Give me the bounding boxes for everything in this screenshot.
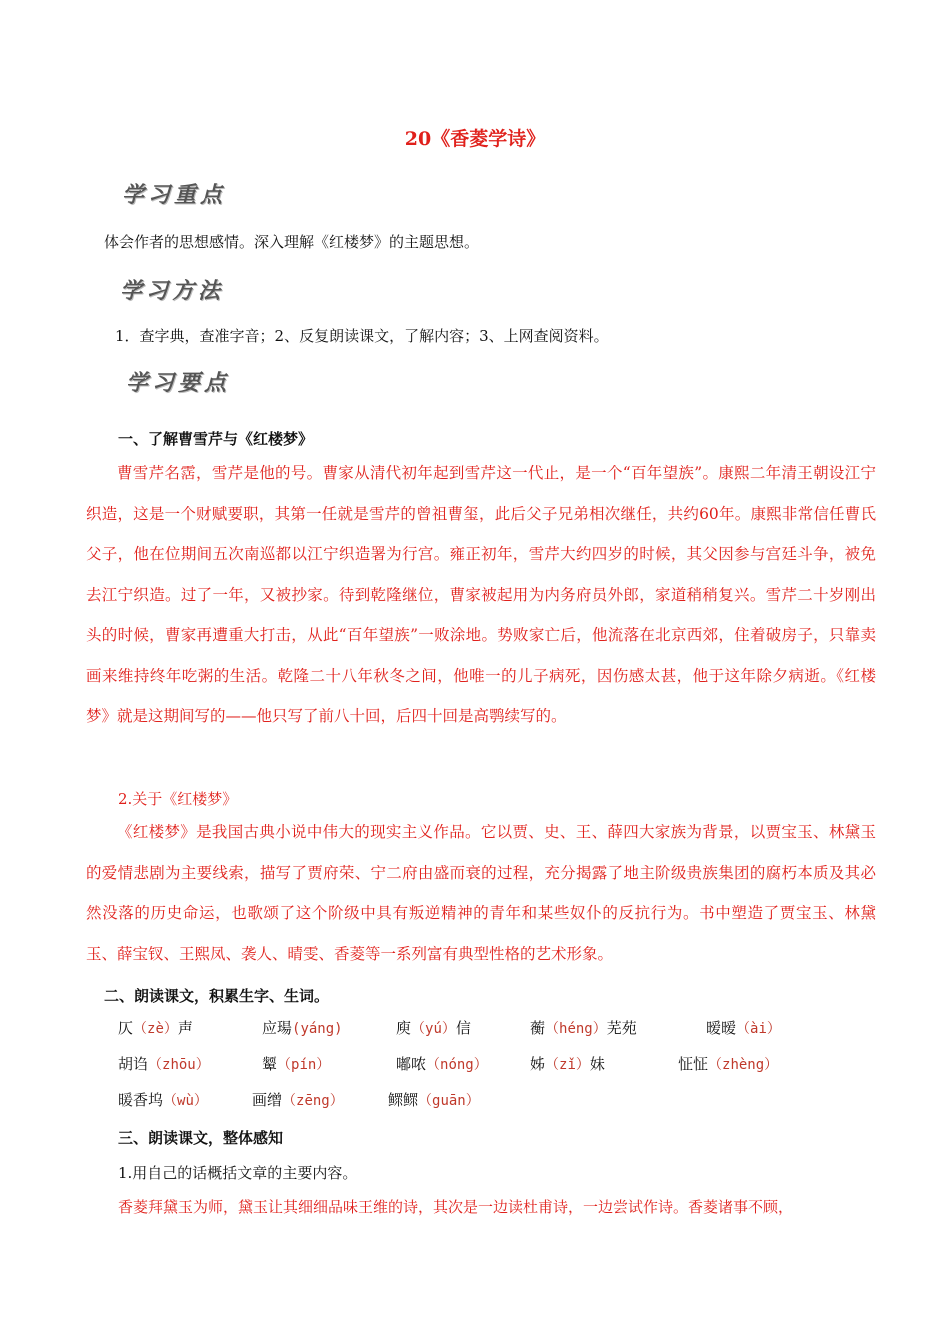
- section1-subheading: 2.关于《红楼梦》: [118, 790, 238, 808]
- section3-question: 1.用自己的话概括文章的主要内容。: [118, 1164, 358, 1182]
- section1-heading: 一、了解曹雪芹与《红楼梦》: [118, 430, 314, 448]
- heading-focus: 学习重点: [122, 183, 227, 208]
- vocab-item: 姊（zǐ）妹: [530, 1055, 605, 1073]
- vocab-item: 鳏鳏（guān）: [388, 1091, 480, 1109]
- vocab-item: 应瑒(yáng): [262, 1019, 343, 1037]
- section2-heading: 二、朗读课文，积累生字、生词。: [104, 987, 330, 1005]
- heading-method: 学习方法: [120, 279, 225, 304]
- vocab-item: 暧暧（ài）: [706, 1019, 781, 1037]
- vocab-item: 胡诌（zhōu）: [118, 1055, 210, 1073]
- page-title: 20《香菱学诗》: [404, 128, 546, 150]
- vocab-item: 画缯（zēng）: [252, 1091, 344, 1109]
- vocab-item: 怔怔（zhèng）: [678, 1055, 779, 1073]
- focus-text: 体会作者的思想感情。深入理解《红楼梦》的主题思想。: [104, 233, 480, 251]
- heading-points: 学习要点: [126, 371, 231, 396]
- vocab-item: 暖香坞（wù）: [118, 1091, 208, 1109]
- vocab-item: 颦（pín）: [262, 1055, 331, 1073]
- section1-para1: 曹雪芹名霑，雪芹是他的号。曹家从清代初年起到雪芹这一代止，是一个“百年望族”。康熙二年清王朝设江宁织造，这是一个财赋要职，其第一任就是雪芹的曾祖曹玺，此后父子兄弟相次继任，共约60年。康熙非常信任曹氏父子，他在位期间五次南巡都以江宁织造署为行宫。雍正初年，雪芹大约四岁的时候，其父因参与宫廷斗争，被免去江宁织造。过了一年，又被抄家。待到乾隆继位，曹家被起用为内务府员外郎，家道稍稍复兴。雪芹二十岁刚出头的时候，曹家再遭重大打击，从此“百年望族”一败涂地。势败家亡后，他流落在北京西郊，住着破房子，只靠卖画来维持终年吃粥的生活。乾隆二十八年秋冬之间，他唯一的儿子病死，因伤感太甚，他于这年除夕病逝。《红楼梦》就是这期间写的——他只写了前八十回，后四十回是高鹗续写的。: [86, 464, 876, 725]
- section1-para2: 《红楼梦》是我国古典小说中伟大的现实主义作品。它以贾、史、王、薛四大家族为背景，以贾宝玉、林黛玉的爱情悲剧为主要线索，描写了贾府荣、宁二府由盛而衰的过程，充分揭露了地主阶级贵族集团的腐朽本质及其必然没落的历史命运，也歌颂了这个阶级中具有叛逆精神的青年和某些奴仆的反抗行为。书中塑造了贾宝玉、林黛玉、薛宝钗、王熙凤、袭人、晴雯、香菱等一系列富有典型性格的艺术形象。: [86, 823, 876, 963]
- vocab-item: 仄（zè）声: [118, 1019, 193, 1037]
- method-text: 1．查字典，查准字音；2、反复朗读课文，了解内容；3、上网查阅资料。: [115, 327, 609, 345]
- vocab-item: 蘅（héng）芜苑: [530, 1019, 637, 1037]
- vocab-item: 庾（yú）信: [396, 1019, 471, 1037]
- section3-answer: 香菱拜黛玉为师，黛玉让其细细品味王维的诗，其次是一边读杜甫诗，一边尝试作诗。香菱诸事不顾，: [118, 1198, 794, 1216]
- vocab-item: 嘟哝（nóng）: [396, 1055, 488, 1073]
- section3-heading: 三、朗读课文，整体感知: [118, 1129, 284, 1147]
